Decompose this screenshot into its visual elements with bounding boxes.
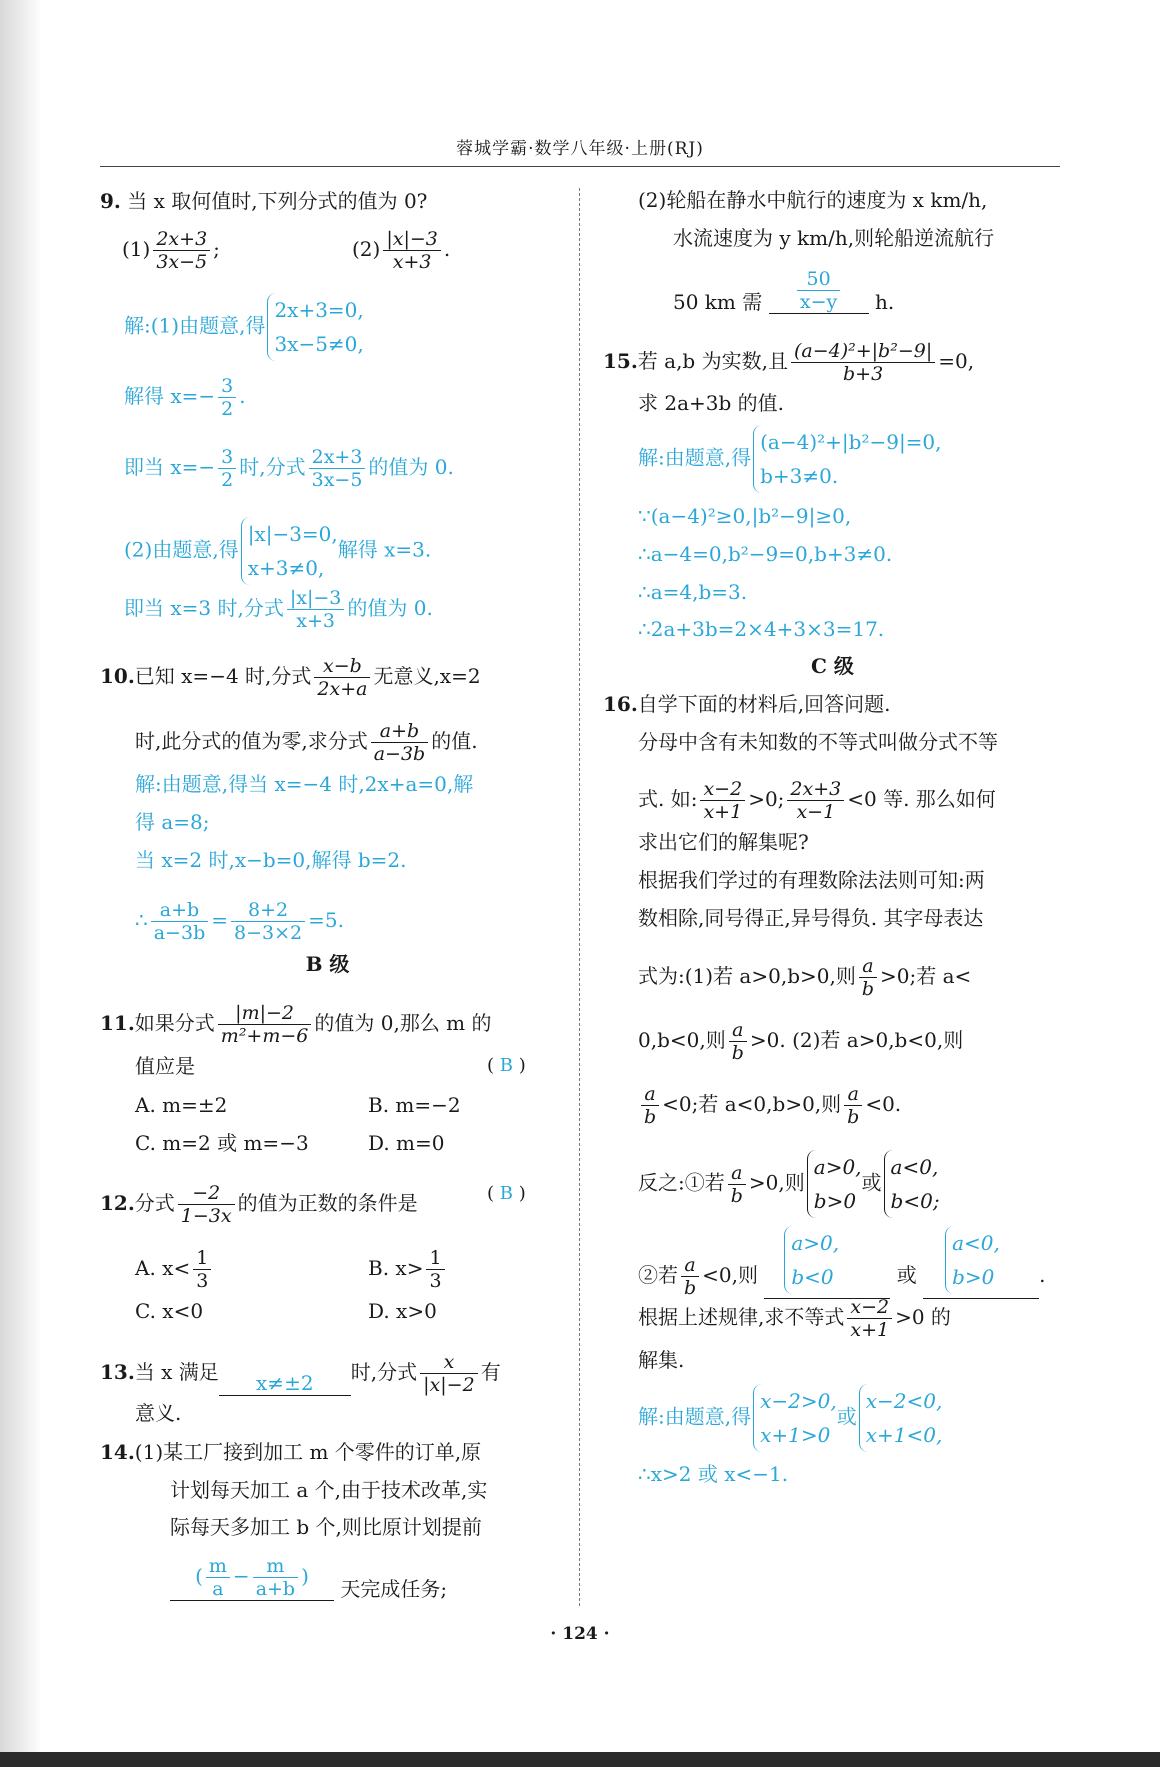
q12-answer-paren [487,1182,526,1206]
q16-s1-system-1 [753,1384,837,1452]
q12-numerator: −2 [178,1182,235,1205]
q16-l10-fraction [728,1162,746,1207]
q16-l9-fraction-2 [844,1083,862,1128]
q15-solution-5: ∴2a+3b=2×4+3×3=17. [638,617,885,641]
q14-line-3: 际每天多加工 b 个,则比原计划提前 [170,1515,482,1539]
q12-opt-a-text: A. x< [135,1256,191,1280]
level-c-heading: C 级 [811,654,854,678]
q14-ans-close: ) [301,1564,309,1588]
q14-ans-num1: m [206,1555,230,1578]
q9-s2-fraction [218,375,236,420]
q16-s1-cond3: x−2<0, [865,1389,943,1413]
q9-solution-2 [124,375,246,420]
q16-solution-2: ∴x>2 或 x<−1. [638,1462,789,1486]
q16-l11-cond3: a<0, [952,1231,1000,1255]
q9-p1-numerator: 2x+3 [153,228,210,251]
q9-solution-3 [124,446,454,491]
q10-number: 10. [100,664,135,688]
q9-s3-text-c: 的值为 0. [368,455,454,479]
q14-p2-l3-tail: h. [874,290,895,314]
q16-l3-den1: x+1 [703,801,743,823]
q16-l3-num1: x−2 [700,778,745,801]
q15-s1-text: 解:由题意,得 [638,445,752,470]
q16-l11-system-1 [784,1226,839,1294]
q13-line-2: 意义. [135,1401,182,1425]
q9-p1-tail: ; [213,237,220,261]
q14-number: 14. [100,1440,135,1464]
q14-line-4 [170,1555,447,1601]
q9-p1-denominator: 3x−5 [156,251,208,273]
q16-l3-text-b: >0; [748,787,785,811]
q10-l1-denominator: 2x+a [317,678,368,700]
q16-s1-cond4: x+1<0, [865,1423,943,1447]
q16-line-1 [603,692,891,716]
q16-l3-text-a: 式. 如: [638,787,698,811]
q16-l11-num: a [681,1254,699,1277]
q9-p2-fraction [383,228,441,273]
q16-line-11 [638,1222,1045,1299]
q10-l2-numerator: a+b [371,720,429,743]
q14-p2-line-2: 水流速度为 y km/h,则轮船逆流航行 [673,226,995,250]
q9-solution-1 [124,293,364,361]
q16-l7-text-a: 式为:(1)若 a>0,b>0,则 [638,964,856,988]
q9-p2-tail: . [443,237,451,261]
q15-fraction [791,340,935,385]
q10-l1-text-b: 无意义,x=2 [373,664,481,688]
q15-solution-1 [638,425,942,493]
q9-s1-text: 解:(1)由题意,得 [124,313,266,338]
q10-l2-denominator: a−3b [373,743,426,765]
page-number: · 124 · [550,1624,610,1644]
q16-line-6: 数相除,同号得正,异号得负. 其字母表达 [638,906,984,930]
q9-s2-numerator: 3 [218,375,236,398]
q11-text-b: 的值为 0,那么 m 的 [314,1011,492,1035]
q10-s4-result: =5. [308,908,344,932]
q14-ans-minus: − [232,1564,250,1588]
q12-opt-b-num: 1 [426,1247,444,1270]
q11-option-d: D. m=0 [368,1131,445,1155]
q10-solution-2: 得 a=8; [135,810,210,834]
q11-answer: B [499,1055,513,1076]
q16-l9-den2: b [847,1106,860,1128]
q9-p2-label: (2) [352,237,381,261]
q15-solution-2: ∵(a−4)²≥0,|b²−9|≥0, [638,504,852,528]
q16-l3-text-c: <0 等. 那么如何 [847,787,996,811]
q16-l10-num: a [728,1162,746,1185]
q14-ans-num2: m [253,1555,298,1578]
q12-line-1 [100,1182,418,1227]
q12-paren-right: ) [518,1183,526,1204]
q11-line-2: 值应是 [135,1054,195,1078]
q16-l9-text-a: <0;若 a<0,b>0,则 [662,1092,842,1116]
q16-solution-1 [638,1384,942,1452]
q16-l8-fraction [729,1019,747,1064]
q9-p1-fraction [153,228,210,273]
q16-l12-text-a: 根据上述规律,求不等式 [638,1305,845,1329]
q16-l11-tail: . [1039,1263,1046,1287]
q9-s5-text-b: 的值为 0. [347,596,433,620]
q14-p2-l3-text: 50 km 需 [673,290,763,314]
q10-s4-num2: 8+2 [231,899,305,922]
q12-number: 12. [100,1191,135,1215]
column-divider [579,188,580,1606]
q9-s3-fraction-2 [309,446,366,491]
q15-number: 15. [603,349,638,373]
q9-s3-text-a: 即当 x=− [124,455,216,479]
q9-s2-denominator: 2 [221,398,234,420]
q9-s3-den2: 3x−5 [311,469,363,491]
q12-opt-b-text: B. x> [368,1256,424,1280]
running-header: 蓉城学霸·数学八年级·上册(RJ) [456,139,704,159]
q16-l8-text-a: 0,b<0,则 [638,1028,726,1052]
q9-p1-label: (1) [122,237,151,261]
q16-l8-den: b [731,1042,744,1064]
q16-l12-fraction [847,1296,892,1341]
q16-line-5: 根据我们学过的有理数除法法则可知:两 [638,868,985,892]
q15-line-1 [603,340,974,385]
q16-line-13: 解集. [638,1348,685,1372]
q16-l10-den: b [730,1184,743,1207]
q11-numerator: |m|−2 [218,1002,312,1025]
q16-l12-text-b: >0 的 [895,1305,951,1329]
q12-text-b: 的值为正数的条件是 [237,1191,418,1215]
q14-l4-tail: 天完成任务; [340,1577,448,1601]
q16-l10-cond2: b>0 [813,1189,857,1213]
q9-s1-eq1: 2x+3=0, [274,298,364,322]
q16-l11-system-2 [945,1226,1000,1294]
q9-number: 9. [100,189,121,213]
q16-l11-text-b: <0,则 [702,1263,759,1287]
q11-paren-right: ) [518,1055,526,1076]
q9-s2-tail: . [239,384,246,408]
q16-l7-num: a [859,955,877,978]
q16-l11-cond4: b>0 [952,1265,995,1289]
q9-s4-text: (2)由题意,得 [124,537,239,562]
q9-s3-num1: 3 [218,446,236,469]
q15-text-a: 若 a,b 为实数,且 [637,349,788,373]
q16-l10-system-1 [807,1150,862,1218]
q12-paren-left: ( [487,1183,495,1204]
q11-fraction [218,1002,312,1047]
q13-text-b: 时,分式 [350,1360,418,1384]
q16-s1-text: 解:由题意,得 [638,1404,752,1429]
q9-part1 [122,228,220,273]
q10-l2-text-a: 时,此分式的值为零,求分式 [135,729,368,753]
q14-p2-answer-blank [769,268,869,314]
q10-l1-fraction [314,655,370,700]
q9-p2-numerator: |x|−3 [383,228,441,251]
q14-ans-open: ( [195,1564,203,1588]
q10-solution-4 [135,899,344,944]
q9-s5-text-a: 即当 x=3 时,分式 [124,596,284,620]
q10-s4-equals: = [211,908,228,932]
q14-line-2: 计划每天加工 a 个,由于技术改革,实 [170,1478,488,1502]
q9-s4-eq1: |x|−3=0, [247,522,338,546]
q10-s4-fraction-2 [231,899,305,944]
q16-l12-num: x−2 [847,1296,892,1319]
q10-s4-num1: a+b [151,899,209,922]
q10-line-1 [100,655,481,700]
q12-denominator: 1−3x [180,1205,232,1227]
q16-l9-den1: b [644,1106,657,1128]
q16-l7-den: b [861,978,875,1000]
q16-l10-cond4: b<0; [890,1189,940,1213]
q9-solution-4 [124,517,431,585]
q16-line-10 [638,1150,940,1218]
q16-l10-or: 或 [861,1170,882,1195]
q16-l12-den: x+1 [850,1319,890,1341]
q16-l10-system-2 [884,1150,940,1218]
q9-s1-eq2: 3x−5≠0, [274,332,364,356]
level-b-heading: B 级 [305,952,350,976]
q12-option-a [135,1247,214,1292]
q9-p2-denominator: x+3 [392,251,432,273]
q16-l8-num: a [729,1019,747,1042]
q14-line-1 [100,1440,481,1464]
q11-line-1 [100,1002,492,1047]
q16-line-12 [638,1296,951,1341]
q16-l11-cond1: a>0, [791,1231,840,1255]
q16-l11-cond2: b<0 [791,1265,834,1289]
q12-option-d: D. x>0 [368,1299,437,1323]
q12-opt-a-den: 3 [196,1270,209,1292]
q15-s1-system [753,425,941,493]
q9-stem [100,189,427,213]
q13-text-c: 有 [480,1360,501,1384]
q10-s4-den2: 8−3×2 [234,922,303,944]
q10-l1-text-a: 已知 x=−4 时,分式 [134,664,312,688]
q12-option-c: C. x<0 [135,1299,204,1323]
q12-opt-b-fraction [426,1247,444,1292]
q14-l1-text: (1)某工厂接到加工 m 个零件的订单,原 [134,1440,482,1464]
q11-option-c: C. m=2 或 m=−3 [135,1131,309,1155]
q16-s1-cond1: x−2>0, [760,1389,837,1413]
q15-solution-3: ∴a−4=0,b²−9=0,b+3≠0. [638,542,893,566]
q9-s4-result: 解得 x=3. [337,537,432,562]
q9-stem-text: 当 x 取何值时,下列分式的值为 0? [127,189,428,213]
q12-fraction [178,1182,235,1227]
q16-line-3 [638,778,996,823]
q9-s3-num2: 2x+3 [309,446,366,469]
q10-s4-fraction-1 [151,899,209,944]
q16-l3-fraction-2 [787,778,844,823]
q9-s3-fraction-1 [218,446,236,491]
q16-l10-text-a: 反之:①若 [638,1170,725,1195]
q16-l3-fraction-1 [700,778,745,823]
q9-s4-eq2: x+3≠0, [247,556,325,580]
q13-line-1 [100,1351,501,1396]
q15-denominator: b+3 [843,363,884,385]
q12-answer: B [499,1183,513,1204]
q16-l10-text-b: >0,则 [748,1170,805,1195]
q16-l9-fraction-1 [641,1083,659,1128]
q10-line-2 [135,720,478,765]
q16-number: 16. [603,692,638,716]
q15-s1-eq1: (a−4)²+|b²−9|=0, [760,430,942,454]
q9-s2-text: 解得 x=− [124,384,216,408]
q14-p2-ans-num: 50 [797,268,840,291]
q16-s1-cond2: x+1>0 [760,1423,831,1447]
q11-denominator: m²+m−6 [220,1025,309,1047]
q11-number: 11. [100,1011,135,1035]
q11-text-a: 如果分式 [134,1011,215,1035]
q14-ans-den1: a [212,1578,224,1600]
q9-s5-fraction [287,587,345,632]
q16-answer-blank-1 [764,1222,890,1299]
q14-p2-ans-den: x−y [799,291,838,313]
q10-l1-numerator: x−b [314,655,370,678]
q16-l11-fraction [681,1254,699,1299]
q16-l9-text-b: <0. [865,1092,902,1116]
q16-l11-or: 或 [896,1263,917,1287]
q13-text-a: 当 x 满足 [134,1360,219,1384]
q14-ans-fraction-2 [253,1555,298,1600]
q13-number: 13. [100,1360,135,1384]
q16-line-2: 分母中含有未知数的不等式叫做分式不等 [638,730,998,754]
q14-ans-den2: a+b [255,1578,296,1600]
q11-option-b: B. m=−2 [368,1093,461,1117]
q16-line-8 [638,1019,963,1064]
q11-option-a: A. m=±2 [135,1093,228,1117]
q14-p2-line-3 [673,268,894,314]
q16-l9-num1: a [641,1083,659,1106]
q15-solution-4: ∴a=4,b=3. [638,580,748,604]
q10-s4-den1: a−3b [153,922,206,944]
q13-numerator: x [420,1351,478,1374]
q13-denominator: |x|−2 [423,1374,475,1396]
q16-line-9 [638,1083,901,1128]
q11-answer-paren [487,1054,526,1078]
q16-l7-text-b: >0;若 a< [880,964,972,988]
q16-s1-or: 或 [836,1404,857,1429]
q10-solution-3: 当 x=2 时,x−b=0,解得 b=2. [135,848,407,872]
bottom-edge-bar [0,1752,1160,1767]
q16-l8-text-b: >0. (2)若 a>0,b<0,则 [749,1028,964,1052]
q14-p2-answer-fraction [797,268,840,313]
q16-l9-num2: a [844,1083,862,1106]
q16-answer-blank-2 [923,1222,1039,1299]
q12-opt-a-fraction [193,1247,211,1292]
q12-opt-a-num: 1 [193,1247,211,1270]
q16-l10-cond1: a>0, [813,1155,862,1179]
q12-option-b [368,1247,448,1292]
q10-l2-fraction [371,720,429,765]
q13-answer-blank: x≠±2 [219,1371,351,1396]
q16-line-4: 求出它们的解集呢? [638,830,809,854]
q16-l3-den2: x−1 [796,801,836,823]
q9-s5-denominator: x+3 [296,610,335,632]
q16-line-7 [638,955,971,1000]
q16-l1-text: 自学下面的材料后,回答问题. [637,692,891,716]
q14-ans-fraction-1 [206,1555,230,1600]
q12-opt-b-den: 3 [429,1270,442,1292]
q14-answer-blank [170,1555,334,1601]
q15-numerator: (a−4)²+|b²−9| [791,340,935,363]
q16-l7-fraction [859,955,877,1000]
q16-l10-cond3: a<0, [890,1155,939,1179]
header-rule [100,166,1060,167]
q9-s5-numerator: |x|−3 [287,587,345,610]
q15-text-b: =0, [938,349,975,373]
q15-line-2: 求 2a+3b 的值. [638,391,785,415]
q11-paren-left: ( [487,1055,495,1076]
q16-l3-num2: 2x+3 [787,778,844,801]
q13-fraction [420,1351,478,1396]
page-edge-shadow [0,0,42,1767]
q10-l2-text-b: 的值. [431,729,478,753]
q16-l11-text-a: ②若 [638,1263,678,1287]
q16-s1-system-2 [859,1384,943,1452]
q9-s1-system [267,293,363,361]
q14-p2-line-1: (2)轮船在静水中航行的速度为 x km/h, [638,188,988,212]
q10-s4-therefore: ∴ [135,908,148,932]
q9-solution-5 [124,587,433,632]
q9-s3-den1: 2 [221,469,234,491]
q9-s4-system [241,517,338,585]
q15-s1-eq2: b+3≠0. [760,464,839,488]
q12-text-a: 分式 [134,1191,175,1215]
q10-solution-1: 解:由题意,得当 x=−4 时,2x+a=0,解 [135,772,474,796]
q9-part2 [352,228,450,273]
q16-l11-den: b [684,1277,697,1299]
q9-s3-text-b: 时,分式 [239,455,306,479]
